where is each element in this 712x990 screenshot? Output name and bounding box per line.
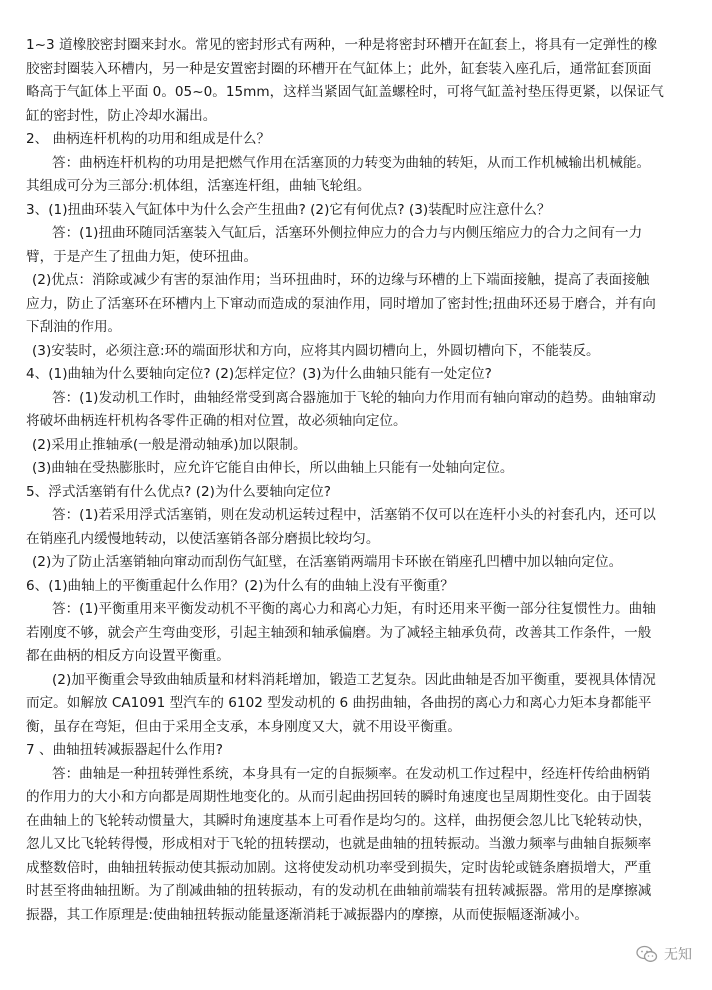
- question-heading: 3、(1)扭曲环装入气缸体中为什么会产生扭曲? (2)它有何优点? (3)装配时应注意什么？: [26, 201, 551, 218]
- answer-line: 答：(1)若采用浮式活塞销，则在发动机运转过程中，活塞销不仅可以在连杆小头的衬套孔内，还可以: [52, 507, 656, 523]
- text-line: 忽儿又比飞轮转得慢，形成相对于飞轮的扭转摆动，也就是曲轴的扭转振动。当激力频率与曲轴自振频率: [26, 836, 652, 852]
- question-heading: 6、(1)曲轴上的平衡重起什么作用？(2)为什么有的曲轴上没有平衡重？: [26, 577, 454, 594]
- text-line: 应力，防止了活塞环在环槽内上下窜动而造成的泵油作用，同时增加了密封性;扭曲环还易于磨合，并有向: [26, 295, 656, 312]
- wechat-icon: [636, 945, 658, 963]
- text-line: 略高于气缸体上平面 0。05~0。15mm，这样当紧固气缸盖螺栓时，可将气缸盖衬垫压得更紧，以保证气: [26, 84, 664, 100]
- watermark-text: 无知: [664, 947, 692, 963]
- text-line: (2)为了防止活塞销轴向窜动而刮伤气缸壁，在活塞销两端用卡环嵌在销座孔凹槽中加以轴向定位。: [32, 554, 623, 570]
- document-page: [26, 34, 690, 927]
- answer-line: 答：(1)扭曲环随同活塞装入气缸后，活塞环外侧拉伸应力的合力与内侧压缩应力的合力之间有一力: [52, 225, 643, 241]
- text-line: 1~3 道橡胶密封圈来封水。常见的密封形式有两种，一种是将密封环槽开在缸套上，将具有一定弹性的橡: [26, 37, 658, 53]
- question-heading: 2、 曲柄连杆机构的功用和组成是什么？: [26, 131, 271, 147]
- text-line: 在曲轴上的飞轮转动惯量大，其瞬时角速度基本上可看作是均匀的。这样，曲拐便会忽儿比飞轮转动快，: [26, 812, 652, 829]
- question-heading: 5、浮式活塞销有什么优点? (2)为什么要轴向定位?: [26, 483, 331, 500]
- text-line: 衡，虽存在弯矩，但由于采用全支承，本身刚度又大，就不用设平衡重。: [26, 718, 461, 735]
- text-line: 其组成可分为三部分:机体组，活塞连杆组，曲轴飞轮组。: [26, 178, 371, 194]
- answer-line: 答：曲柄连杆机构的功用是把燃气作用在活塞顶的力转变为曲轴的转矩，从而工作机械输出机械能。: [52, 154, 651, 171]
- text-line: 时甚至将曲轴扭断。为了削减曲轴的扭转振动，有的发动机在曲轴前端装有扭转减振器。常用的是摩擦减: [26, 883, 652, 899]
- text-line: 将破坏曲柄连杆机构各零件正确的相对位置，故必须轴向定位。: [26, 413, 407, 429]
- text-line: 振器，其工作原理是:使曲轴扭转振动能量逐渐消耗于减振器内的摩擦，从而使振幅逐渐减小。: [26, 906, 588, 923]
- text-line: 的作用力的大小和方向都是周期性地变化的。从而引起曲拐回转的瞬时角速度也呈周期性变化。由于固装: [26, 789, 652, 805]
- question-heading: 4、(1)曲轴为什么要轴向定位? (2)怎样定位？(3)为什么曲轴只能有一处定位?: [26, 366, 492, 382]
- text-line: (2)采用止推轴承(一般是滑动轴承)加以限制。: [32, 436, 307, 453]
- text-line: 臂，于是产生了扭曲力矩，使环扭曲。: [26, 248, 258, 265]
- text-line: 成整数倍时，曲轴扭转振动使其振动加剧。这将使发动机功率受到损失，定时齿轮或链条磨损增大，严重: [26, 859, 652, 876]
- text-line: 而定。如解放 CA1091 型汽车的 6102 型发动机的 6 曲拐曲轴，各曲拐的离心力和离心力矩本身都能平: [26, 695, 652, 711]
- text-line: (3)曲轴在受热膨胀时，应允许它能自由伸长，所以曲轴上只能有一处轴向定位。: [32, 460, 514, 476]
- question-heading: 7 、曲轴扭转减振器起什么作用?: [26, 742, 223, 758]
- text-line: (3)安装时，必须注意:环的端面形状和方向，应将其内圆切槽向上，外圆切槽向下，不能装反。: [32, 342, 600, 359]
- text-line: 下刮油的作用。: [26, 319, 122, 335]
- text-line: 在销座孔内缓慢地转动，以使活塞销各部分磨损比较均匀。: [26, 530, 380, 547]
- watermark: [636, 944, 692, 964]
- answer-line: 答：(1)平衡重用来平衡发动机不平衡的离心力和离心力矩，有时还用来平衡一部分往复惯性力。曲轴: [52, 601, 656, 617]
- text-line: 若刚度不够，就会产生弯曲变形，引起主轴颈和轴承偏磨。为了减轻主轴承负荷，改善其工作条件，一般: [26, 624, 652, 641]
- text-line: (2)优点：消除或减少有害的泵油作用；当环扭曲时，环的边缘与环槽的上下端面接触，提高了表面接触: [32, 272, 650, 288]
- text-line: 都在曲柄的相反方向设置平衡重。: [26, 648, 230, 664]
- answer-line: 答：(1)发动机工作时，曲轴经常受到离合器施加于飞轮的轴向力作用而有轴向窜动的趋势。曲轴窜动: [52, 389, 656, 406]
- text-line: 缸的密封性，防止冷却水漏出。: [26, 107, 217, 124]
- text-line: (2)加平衡重会导致曲轴质量和材料消耗增加，锻造工艺复杂。因此曲轴是否加平衡重，要视具体情况: [52, 671, 656, 688]
- text-line: 胶密封圈装入环槽内，另一种是安置密封圈的环槽开在气缸体上；此外，缸套装入座孔后，通常缸套顶面: [26, 60, 652, 77]
- answer-line: 答：曲轴是一种扭转弹性系统，本身具有一定的自振频率。在发动机工作过程中，经连杆传给曲柄销: [52, 765, 651, 782]
